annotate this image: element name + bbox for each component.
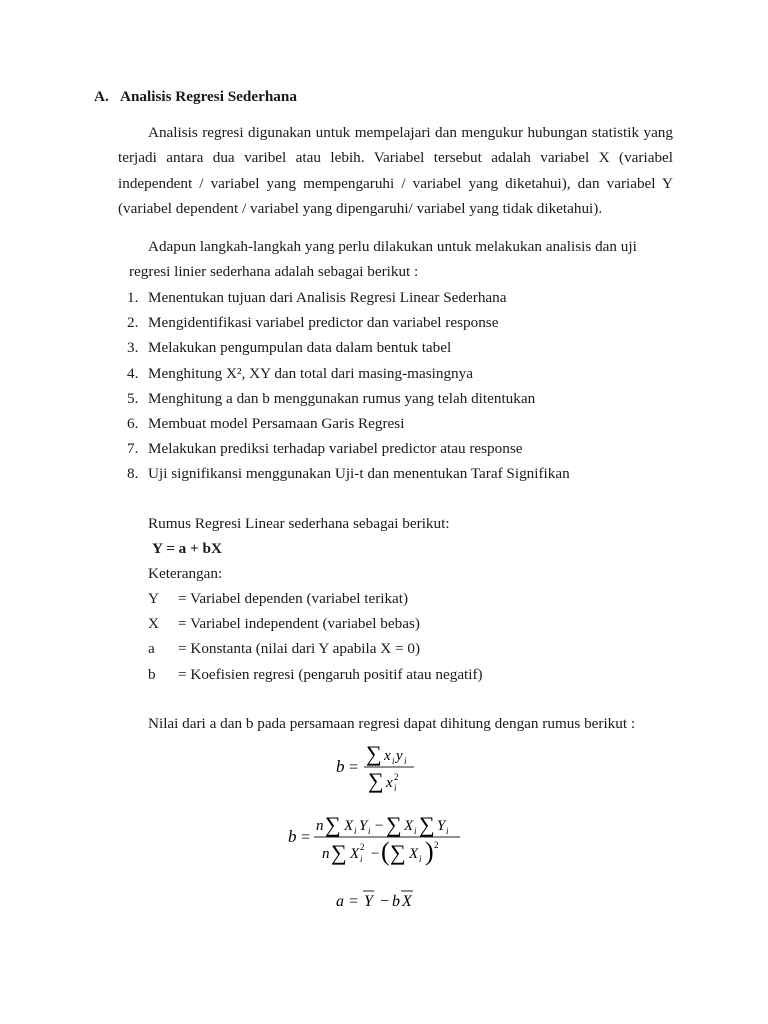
section-title: Analisis Regresi Sederhana — [120, 88, 297, 105]
svg-text:2: 2 — [394, 772, 399, 782]
keterangan-label: Keterangan: — [148, 565, 223, 582]
svg-text:x: x — [384, 748, 391, 764]
list-item: 2. Mengidentifikasi variabel predictor dan variabel response — [127, 314, 499, 332]
svg-text:∑: ∑ — [331, 840, 347, 865]
svg-text:a: a — [336, 893, 344, 910]
svg-text:i: i — [360, 854, 363, 864]
list-item: 8. Uji signifikansi menggunakan Uji-t dan menentukan Taraf Signifikan — [127, 465, 570, 483]
svg-text:Y: Y — [359, 818, 368, 834]
svg-text:b: b — [336, 757, 345, 776]
svg-text:b: b — [392, 893, 400, 910]
svg-text:∑: ∑ — [325, 812, 341, 837]
svg-text:x: x — [386, 775, 393, 791]
svg-text:i: i — [404, 756, 407, 766]
svg-text:2: 2 — [434, 840, 439, 850]
definition-row: a = Konstanta (nilai dari Y apabila X = 0) — [148, 640, 421, 658]
svg-text:X: X — [350, 846, 360, 862]
list-item: 1. Menentukan tujuan dari Analisis Regresi Linear Sederhana — [127, 289, 507, 306]
formula-b-raw — [282, 808, 472, 868]
list-item: 7. Melakukan prediksi terhadap variabel predictor atau response — [127, 440, 523, 458]
svg-text:n: n — [322, 846, 330, 862]
list-item: 3. Melakukan pengumpulan data dalam bentuk tabel — [127, 339, 452, 357]
svg-text:Y: Y — [364, 893, 373, 910]
svg-text:b: b — [288, 827, 297, 846]
definition-row: b = Koefisien regresi (pengaruh positif atau negatif) — [148, 665, 483, 683]
svg-text:i: i — [446, 826, 449, 836]
svg-text:): ) — [425, 837, 434, 866]
svg-text:=: = — [300, 829, 311, 846]
definitions-list — [148, 586, 483, 687]
steps-intro-line1: Adapun langkah-langkah yang perlu dilakukan untuk melakukan analisis dan uji — [148, 238, 637, 255]
svg-text:=: = — [348, 893, 359, 910]
definition-row: Y = Variabel dependen (variabel terikat) — [148, 590, 409, 607]
svg-text:i: i — [414, 826, 417, 836]
svg-text:−: − — [370, 846, 381, 862]
intro-paragraph: Analisis regresi digunakan untuk mempelajari dan mengukur hubungan statistik yang terjadi antara dua varibel atau lebih. Variabel tersebut adalah variabel X (variabel independent / variabel yang mempengaruhi / variabel yang diketahui), dan variabel Y (variabel dependent / variabel yang dipengaruhi/ variabel yang tidak diketahui). — [118, 124, 673, 217]
svg-text:2: 2 — [360, 842, 365, 852]
section-number: A. — [94, 88, 109, 105]
svg-text:∑: ∑ — [366, 741, 382, 766]
svg-text:i: i — [394, 783, 397, 793]
formula-a — [332, 884, 422, 914]
svg-text:X: X — [404, 818, 414, 834]
definition-row: X = Variabel independent (variabel bebas) — [148, 615, 420, 633]
svg-text:∑: ∑ — [386, 812, 402, 837]
list-item: 5. Menghitung a dan b menggunakan rumus yang telah ditentukan — [127, 389, 536, 407]
svg-text:∑: ∑ — [419, 812, 435, 837]
svg-text:X: X — [409, 846, 419, 862]
steps-list — [127, 285, 570, 487]
formula-b-deviation — [330, 738, 430, 794]
svg-text:n: n — [316, 818, 324, 834]
svg-text:−: − — [374, 818, 385, 834]
svg-text:y: y — [396, 748, 403, 764]
list-item: 4. Menghitung X², XY dan total dari masing-masingnya — [127, 364, 473, 382]
svg-text:∑: ∑ — [368, 768, 384, 793]
steps-intro-line2: regresi linier sederhana adalah sebagai berikut : — [129, 263, 419, 281]
formula-intro: Rumus Regresi Linear sederhana sebagai berikut: — [148, 515, 450, 532]
steps-intro-paragraph — [118, 234, 673, 285]
svg-text:X: X — [402, 893, 412, 910]
list-item: 6. Membuat model Persamaan Garis Regresi — [127, 414, 405, 432]
svg-text:∑: ∑ — [390, 840, 406, 865]
nilai-intro: Nilai dari a dan b pada persamaan regresi dapat dihitung dengan rumus berikut : — [148, 715, 636, 732]
svg-text:i: i — [392, 756, 395, 766]
svg-text:X: X — [344, 818, 354, 834]
svg-text:Y: Y — [437, 818, 446, 834]
svg-text:i: i — [368, 826, 371, 836]
regression-equation: Y = a + bX — [152, 540, 222, 557]
section-heading — [94, 88, 297, 106]
svg-text:(: ( — [381, 837, 390, 866]
svg-text:−: − — [379, 893, 390, 910]
svg-text:i: i — [354, 826, 357, 836]
svg-text:=: = — [348, 759, 359, 776]
svg-text:i: i — [419, 854, 422, 864]
